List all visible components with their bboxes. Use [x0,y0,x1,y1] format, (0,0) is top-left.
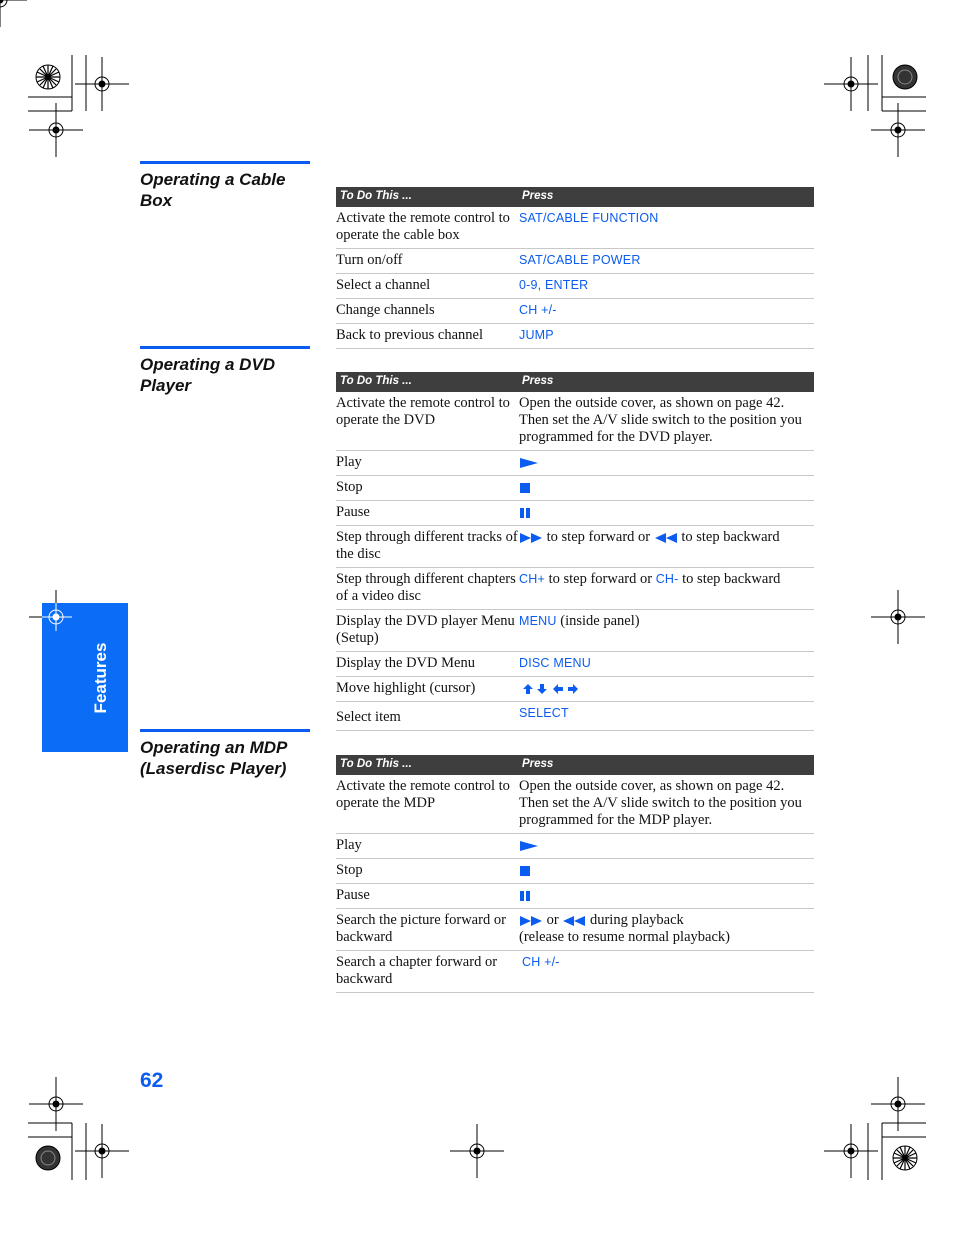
action-cell: Activate the remote control to operate the MDP [336,778,510,811]
action-cell: Move highlight (cursor) [336,680,476,696]
forward-text: to step forward or [548,571,653,587]
menu-key: MENU [519,614,557,628]
mdp-table [336,755,814,993]
table-row [336,299,814,324]
table-row [336,702,814,731]
press-key: DISC MENU [519,656,591,670]
fast-forward-icon [519,532,543,544]
table-row [336,568,814,610]
rewind-icon [654,532,678,544]
table-row [336,610,814,652]
rewind-icon [562,915,586,927]
press-key: SAT/CABLE FUNCTION [519,211,659,225]
cable-table [336,187,814,349]
or-text: or [546,912,559,928]
table-row [336,884,814,909]
cable-section-title: Operating a Cable Box [140,161,310,211]
ch-plus-key: CH+ [519,572,545,586]
action-cell: Play [336,837,362,853]
table-row [336,775,814,834]
mdp-section-title: Operating an MDP (Laserdisc Player) [140,729,310,779]
table-row [336,476,814,501]
press-cell: Open the outside cover, as shown on page 42. Then set the A/V slide switch to the position you programmed for the MDP player. [519,778,802,828]
header-press: Press [522,375,554,387]
action-cell: Turn on/off [336,252,403,268]
stop-icon [519,482,531,494]
action-cell: Search the picture forward or backward [336,912,506,945]
release-note: (release to resume normal playback) [519,929,730,945]
table-row [336,451,814,476]
dvd-section-title: Operating a DVD Player [140,346,310,396]
table-row [336,274,814,299]
during-text: during playback [589,912,684,928]
table-row [336,392,814,451]
press-key: SELECT [519,706,569,720]
action-cell: Select item [336,709,401,725]
press-key: CH +/- [519,303,557,317]
table-row [336,249,814,274]
table-row [336,677,814,702]
action-cell: Display the DVD player Menu (Setup) [336,613,515,646]
press-key: SAT/CABLE POWER [519,253,641,267]
action-cell: Pause [336,504,370,520]
action-cell: Step through different chapters of a video disc [336,571,516,604]
action-cell: Display the DVD Menu [336,655,475,671]
play-icon [519,457,539,469]
page-number: 62 [140,1069,164,1092]
action-cell: Change channels [336,302,435,318]
press-key: 0-9, ENTER [519,278,589,292]
header-action: To Do This ... [340,190,412,202]
backward-text: to step backward [681,529,780,545]
table-header [336,755,814,775]
action-cell: Activate the remote control to operate the DVD [336,395,510,428]
table-row [336,652,814,677]
table-row [336,951,814,993]
action-cell: Select a channel [336,277,431,293]
action-cell: Stop [336,479,363,495]
table-row [336,859,814,884]
press-key: CH +/- [522,955,560,969]
action-cell: Pause [336,887,370,903]
header-press: Press [522,190,554,202]
play-icon [519,840,539,852]
press-note: (inside panel) [560,613,640,629]
action-cell: Search a chapter forward or backward [336,954,498,987]
ch-minus-key: CH- [655,572,679,586]
header-press: Press [522,758,554,770]
action-cell: Stop [336,862,363,878]
fast-forward-icon [519,915,543,927]
header-action: To Do This ... [340,758,412,770]
action-cell: Play [336,454,362,470]
header-action: To Do This ... [340,375,412,387]
dvd-table [336,372,814,731]
arrows-icon [519,683,581,695]
table-row [336,207,814,249]
table-header [336,187,814,207]
stop-icon [519,865,531,877]
table-row [336,834,814,859]
forward-text: to step forward or [546,529,651,545]
table-row [336,909,814,951]
press-key: JUMP [519,328,554,342]
backward-text: to step backward [682,571,781,587]
table-row [336,324,814,349]
table-row [336,526,814,568]
press-cell: Open the outside cover, as shown on page 42. Then set the A/V slide switch to the position you programmed for the DVD player. [519,395,802,445]
action-cell: Activate the remote control to operate the cable box [336,210,510,243]
table-row [336,501,814,526]
side-tab-label: Features [91,642,110,714]
action-cell: Step through different tracks of the disc [336,529,518,562]
action-cell: Back to previous channel [336,327,483,343]
pause-icon [519,507,531,519]
pause-icon [519,890,531,902]
table-header [336,372,814,392]
